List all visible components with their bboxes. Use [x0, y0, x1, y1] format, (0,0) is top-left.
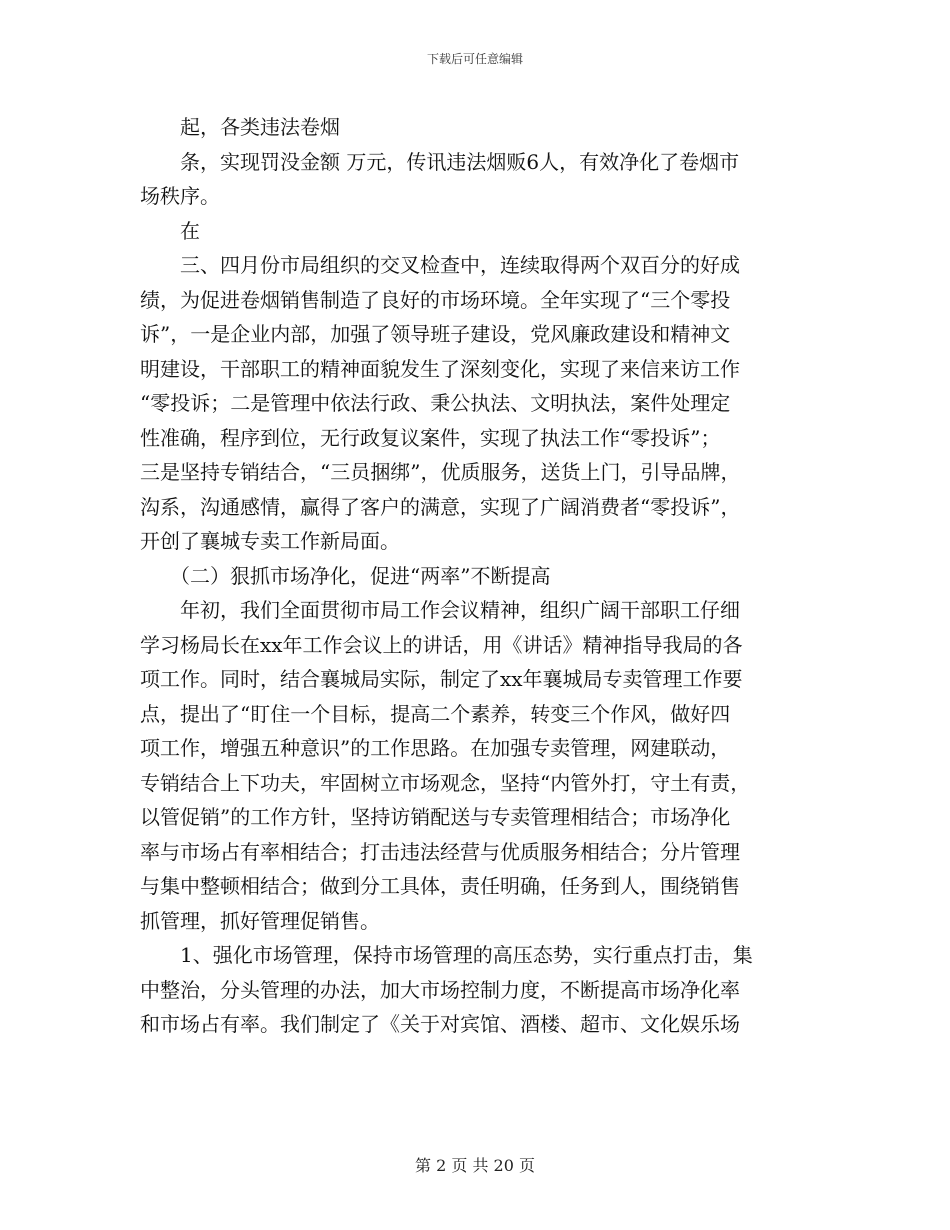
text-line: 项工作，增强五种意识”的工作思路。在加强专卖管理，网建联动， — [140, 736, 731, 760]
text-line: 专销结合上下功夫，牢固树立市场观念，坚持“内管外打，守土有责， — [140, 770, 751, 795]
text-line: 率与市场占有率相结合；打击违法经营与优质服务相结合；分片管理 — [140, 839, 740, 864]
text-line: 1、强化市场管理，保持市场管理的高压态势，实行重点打击，集 — [140, 943, 753, 967]
page-header: 下载后可任意编辑 — [426, 52, 523, 66]
text-line: 沟系，沟通感情，赢得了客户的满意，实现了广阔消费者“零投诉”， — [140, 494, 741, 519]
text-line: 三、四月份市局组织的交叉检查中，连续取得两个双百分的好成 — [140, 253, 740, 277]
text-line: 明建设，干部职工的精神面貌发生了深刻变化，实现了来信来访工作 — [140, 356, 740, 381]
text-line: 中整治，分头管理的办法，加大市场控制力度，不断提高市场净化率 — [140, 977, 740, 1002]
text-line: 以管促销”的工作方针，坚持访销配送与专卖管理相结合；市场净化 — [140, 805, 731, 829]
section-heading: （二）狠抓市场净化，促进“两率”不断提高 — [140, 563, 551, 588]
page-footer: 第 2 页 共 20 页 — [415, 1156, 535, 1175]
text-line: 和市场占有率。我们制定了《关于对宾馆、酒楼、超市、文化娱乐场 — [140, 1012, 740, 1036]
text-line: “零投诉；二是管理中依法行政、秉公执法、文明执法，案件处理定 — [140, 391, 731, 415]
text-line: 三是坚持专销结合，“三员捆绑”，优质服务，送货上门，引导品牌， — [140, 460, 741, 484]
text-line: 开创了襄城专卖工作新局面。 — [140, 529, 400, 553]
text-line: 点，提出了“盯住一个目标，提高二个素养，转变三个作风，做好四 — [140, 701, 731, 726]
text-line: 起，各类违法卷烟 — [140, 115, 340, 139]
text-line: 诉”，一是企业内部，加强了领导班子建设，党风廉政建设和精神文 — [140, 322, 731, 346]
text-line: 场秩序。 — [140, 184, 220, 208]
text-line: 性准确，程序到位，无行政复议案件，实现了执法工作“零投诉”； — [140, 425, 721, 450]
text-line: 在 — [140, 218, 200, 243]
text-line: 项工作。同时，结合襄城局实际，制定了xx年襄城局专卖管理工作要 — [140, 667, 743, 691]
text-line: 学习杨局长在xx年工作会议上的讲话，用《讲话》精神指导我局的各 — [140, 632, 743, 657]
text-line: 年初，我们全面贯彻市局工作会议精神，组织广阔干部职工仔细 — [140, 598, 740, 622]
text-line: 条，实现罚没金额 万元，传讯违法烟贩6人，有效净化了卷烟市 — [140, 149, 740, 174]
text-line: 与集中整顿相结合；做到分工具体，责任明确，任务到人，围绕销售 — [140, 874, 740, 898]
text-line: 抓管理，抓好管理促销售。 — [140, 908, 380, 933]
text-line: 绩，为促进卷烟销售制造了良好的市场环境。全年实现了“三个零投 — [140, 287, 731, 312]
document-body — [140, 110, 812, 1042]
